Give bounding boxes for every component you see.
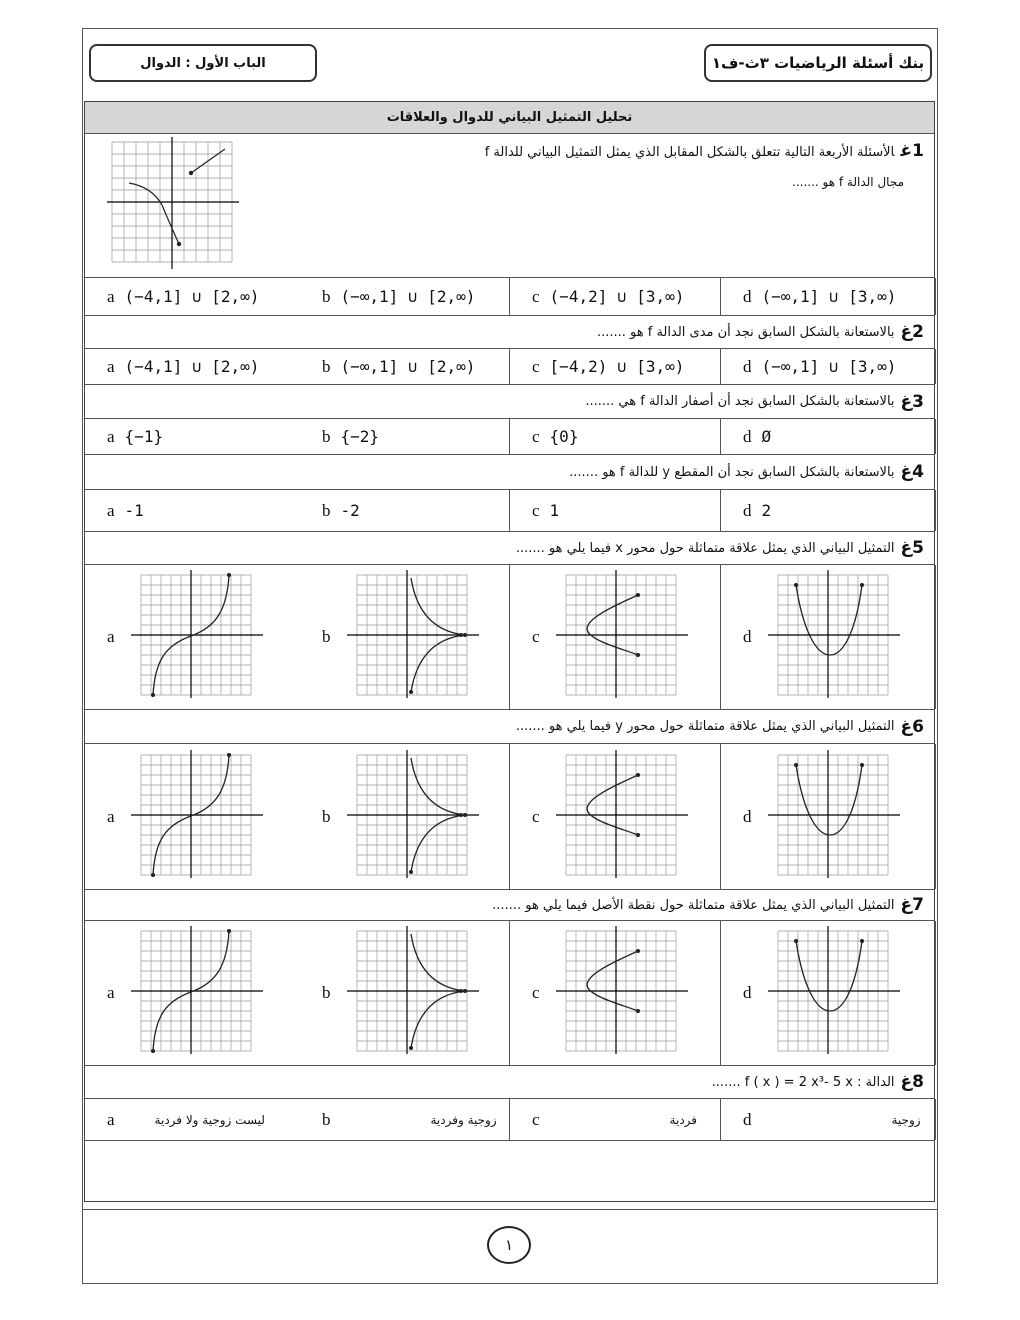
question-5-row xyxy=(85,532,934,565)
section-title xyxy=(85,102,934,134)
option-value: -1 xyxy=(124,501,144,520)
option-value: {−1} xyxy=(124,427,164,446)
question-number: 8غ xyxy=(900,1072,924,1092)
option-label: a xyxy=(107,806,115,826)
curve-endpoint xyxy=(794,583,798,587)
option-label: a xyxy=(107,356,115,376)
question-2-row xyxy=(85,316,934,349)
chapter-text: الباب الأول : الدوال xyxy=(140,55,266,71)
question-2-options xyxy=(85,349,934,385)
question-4-row xyxy=(85,455,934,490)
option-value: (−∞,1] ∪ [2,∞) xyxy=(340,287,476,306)
option-value: فردية xyxy=(669,1112,698,1127)
question-text: التمثيل البياني الذي يمثل علاقة متماثلة حول محور y فيما يلي هو ....... xyxy=(515,719,895,734)
option-a[interactable] xyxy=(85,1099,300,1140)
option-label: c xyxy=(532,627,540,646)
option-d[interactable] xyxy=(721,565,936,709)
option-label: d xyxy=(743,1109,752,1129)
curve-endpoint xyxy=(794,939,798,943)
option-b[interactable] xyxy=(300,744,510,889)
question-number: 5غ xyxy=(900,538,924,558)
option-d[interactable] xyxy=(721,349,936,384)
option-value: ليست زوجية ولا فردية xyxy=(154,1112,265,1127)
option-label: a xyxy=(107,627,115,646)
question-4-options xyxy=(85,490,934,532)
graph-recip xyxy=(347,750,482,880)
option-value: (−∞,1] ∪ [2,∞) xyxy=(340,357,476,376)
option-label: d xyxy=(743,356,752,376)
curve-endpoint xyxy=(463,813,467,817)
option-c[interactable] xyxy=(510,1099,721,1140)
question-3-options xyxy=(85,419,934,455)
option-value: (−4,1] ∪ [2,∞) xyxy=(124,287,260,306)
option-label: b xyxy=(322,500,331,520)
question-table xyxy=(84,101,935,1202)
option-label: a xyxy=(107,426,115,446)
curve-endpoint xyxy=(636,773,640,777)
question-text: بالاستعانة بالشكل السابق نجد أن أصفار الدالة f هي ....... xyxy=(585,394,895,409)
question-5-graphs xyxy=(85,565,934,710)
page-number: ١ xyxy=(487,1226,531,1264)
option-b[interactable] xyxy=(300,349,510,384)
option-label: a xyxy=(107,983,115,1002)
option-b[interactable] xyxy=(300,490,510,531)
graph-parab xyxy=(768,750,903,880)
option-d[interactable] xyxy=(721,419,936,454)
option-value: (−∞,1] ∪ [3,∞) xyxy=(761,287,897,306)
option-c[interactable] xyxy=(510,278,721,315)
option-b[interactable] xyxy=(300,419,510,454)
function-graph-q1 xyxy=(107,137,242,272)
option-c[interactable] xyxy=(510,921,721,1065)
option-b[interactable] xyxy=(300,278,510,315)
option-value: (−4,1] ∪ [2,∞) xyxy=(124,357,260,376)
option-label: d xyxy=(743,983,752,1002)
option-a[interactable] xyxy=(85,565,300,709)
curve-endpoint xyxy=(227,573,231,577)
option-label: b xyxy=(322,1109,331,1129)
section-title-text: تحليل التمثيل البياني للدوال والعلاقات xyxy=(386,110,633,125)
question-6-row xyxy=(85,710,934,744)
graph-sideways xyxy=(556,570,691,700)
option-label: d xyxy=(743,286,752,306)
option-a[interactable] xyxy=(85,921,300,1065)
option-label: b xyxy=(322,356,331,376)
curve-endpoint xyxy=(151,693,155,697)
option-label: c xyxy=(532,426,540,446)
question-text: بالاستعانة بالشكل السابق نجد أن المقطع y للدالة f هو ....... xyxy=(569,464,895,480)
curve-endpoint xyxy=(794,763,798,767)
option-label: c xyxy=(532,806,540,826)
curve-endpoint xyxy=(151,873,155,877)
curve xyxy=(796,585,862,655)
question-text: الأسئلة الأربعة التالية تتعلق بالشكل المقابل الذي يمثل التمثيل البياني للدالة f xyxy=(484,145,895,160)
option-value: {0} xyxy=(549,427,579,446)
curve-endpoint xyxy=(860,763,864,767)
option-label: d xyxy=(743,426,752,446)
question-text: التمثيل البياني الذي يمثل علاقة متماثلة حول محور x فيما يلي هو ....... xyxy=(515,540,895,556)
option-value: (−4,2] ∪ [3,∞) xyxy=(549,287,685,306)
question-number: 2غ xyxy=(900,322,924,342)
option-d[interactable] xyxy=(721,921,936,1065)
curve-endpoint xyxy=(636,1009,640,1013)
curve xyxy=(796,941,862,1011)
option-d[interactable] xyxy=(721,1099,936,1140)
graph-sideways xyxy=(556,750,691,880)
option-a[interactable] xyxy=(85,349,300,384)
option-label: c xyxy=(532,356,540,376)
curve-endpoint xyxy=(636,593,640,597)
option-label: d xyxy=(743,627,752,646)
graph-cubic xyxy=(131,750,266,880)
option-d[interactable] xyxy=(721,744,936,889)
curve-endpoint xyxy=(409,1046,413,1050)
curve-endpoint xyxy=(459,989,463,993)
curve-endpoint xyxy=(463,989,467,993)
option-c[interactable] xyxy=(510,744,721,889)
start-dot xyxy=(189,171,193,175)
option-value: {−2} xyxy=(340,427,380,446)
option-d[interactable] xyxy=(721,490,936,531)
option-a[interactable] xyxy=(85,419,300,454)
option-c[interactable] xyxy=(510,349,721,384)
question-number: 4غ xyxy=(900,462,924,482)
option-d[interactable] xyxy=(721,278,936,315)
option-label: d xyxy=(743,500,752,520)
option-value: 2 xyxy=(761,501,772,520)
option-label: b xyxy=(322,286,331,306)
graph-sideways xyxy=(556,926,691,1056)
footer-divider xyxy=(82,1209,938,1210)
option-label: a xyxy=(107,286,115,306)
option-label: c xyxy=(532,983,540,1002)
endpoint-dot xyxy=(177,242,181,246)
bank-title xyxy=(704,44,932,82)
option-a[interactable] xyxy=(85,278,300,315)
option-c[interactable] xyxy=(510,490,721,531)
option-a[interactable] xyxy=(85,490,300,531)
question-number: 7غ xyxy=(900,895,924,915)
option-label: b xyxy=(322,627,331,646)
question-1-text xyxy=(485,141,924,161)
curve-endpoint xyxy=(636,833,640,837)
curve-endpoint xyxy=(860,939,864,943)
question-text: الدالة : f ( x ) = 2 x³- 5 x ....... xyxy=(711,1074,895,1090)
question-8-options xyxy=(85,1099,934,1141)
curve-endpoint xyxy=(459,813,463,817)
curve-endpoint xyxy=(409,690,413,694)
graph-recip xyxy=(347,926,482,1056)
curve-endpoint xyxy=(459,633,463,637)
curve-endpoint xyxy=(636,653,640,657)
graph-parab xyxy=(768,926,903,1056)
option-label: a xyxy=(107,1109,115,1129)
graph-parab xyxy=(768,570,903,700)
option-label: b xyxy=(322,983,331,1002)
question-3-row xyxy=(85,385,934,419)
question-text: التمثيل البياني الذي يمثل علاقة متماثلة حول نقطة الأصل فيما يلي هو ....... xyxy=(492,897,895,913)
option-value: 1 xyxy=(549,501,560,520)
curve-endpoint xyxy=(463,633,467,637)
option-label: c xyxy=(532,1109,540,1129)
option-value: (−∞,1] ∪ [3,∞) xyxy=(761,357,897,376)
curve-endpoint xyxy=(860,583,864,587)
option-c[interactable] xyxy=(510,565,721,709)
question-number: 3غ xyxy=(900,391,924,412)
question-7-row xyxy=(85,890,934,921)
question-7-graphs xyxy=(85,921,934,1066)
option-b[interactable] xyxy=(300,565,510,709)
option-value: -2 xyxy=(340,501,360,520)
option-value: Ø xyxy=(761,427,772,446)
option-value: [−4,2) ∪ [3,∞) xyxy=(549,357,685,376)
option-c[interactable] xyxy=(510,419,721,454)
question-6-graphs xyxy=(85,744,934,890)
bank-title-text: بنك أسئلة الرياضيات ٣ث-ف١ xyxy=(711,54,925,72)
option-label: d xyxy=(743,806,752,826)
curve-endpoint xyxy=(151,1049,155,1053)
curve-endpoint xyxy=(636,949,640,953)
option-value: زوجية وفردية xyxy=(430,1112,497,1127)
option-value: زوجية xyxy=(891,1112,921,1127)
option-label: b xyxy=(322,806,331,826)
graph-cubic xyxy=(131,570,266,700)
graph-recip xyxy=(347,570,482,700)
option-a[interactable] xyxy=(85,744,300,889)
curve-endpoint xyxy=(227,753,231,757)
curve xyxy=(796,765,862,835)
option-b[interactable] xyxy=(300,1099,510,1140)
question-8-row xyxy=(85,1066,934,1099)
graph-cubic xyxy=(131,926,266,1056)
question-number: 6غ xyxy=(900,716,924,737)
option-label: c xyxy=(532,286,540,306)
question-1-options xyxy=(85,278,934,316)
curve-endpoint xyxy=(409,870,413,874)
option-label: b xyxy=(322,426,331,446)
chapter-label xyxy=(89,44,317,82)
option-label: a xyxy=(107,500,115,520)
option-label: c xyxy=(532,500,540,520)
curve-endpoint xyxy=(227,929,231,933)
option-b[interactable] xyxy=(300,921,510,1065)
question-text: بالاستعانة بالشكل السابق نجد أن مدى الدالة f هو ....... xyxy=(596,324,895,340)
question-1-row xyxy=(85,133,934,278)
question-1-subtext: مجال الدالة f هو ....... xyxy=(792,175,904,189)
question-number: 1غ xyxy=(900,141,924,161)
